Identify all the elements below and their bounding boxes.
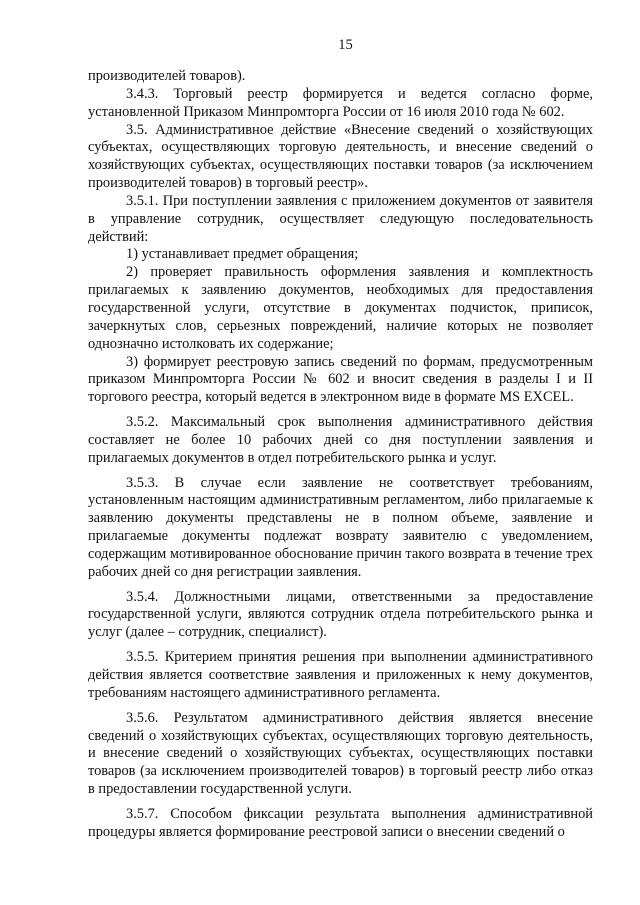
paragraph: 3.5.2. Максимальный срок выполнения административного действия составляет не более 10 рабочих дней со дня поступлении заявления и прилагаемых документов в отдел потребительского рынка и услуг. [88, 414, 593, 466]
paragraph: 3.5. Административное действие «Внесение сведений о хозяйствующих субъектах, осуществляющих торговую деятельность, и внесение сведений о хозяйствующих субъектах, осуществляющих поставки товаров (за исключением производителей товаров) в торговый реестр». [88, 121, 593, 192]
paragraph: 3) формирует реестровую запись сведений по формам, предусмотренным приказом Минпромторга России № 602 и вносит сведения в разделы I и II торгового реестра, который ведется в электронном виде в формате MS EXCEL. [88, 353, 593, 406]
paragraph: 3.5.1. При поступлении заявления с приложением документов от заявителя в управление сотрудник, осуществляет следующую последовательность действий: [88, 192, 593, 245]
paragraph: 3.5.3. В случае если заявление не соответствует требованиям, установленным настоящим административным регламентом, либо прилагаемые к заявлению документы представлены не в полном объеме, заявление и прилагаемые документы подлежат возврату заявителю с уведомлением, содержащим мотивированное обоснование причин такого возврата в течение трех рабочих дней со дня регистрации заявления. [88, 474, 593, 580]
paragraph: 3.4.3. Торговый реестр формируется и ведется согласно форме, установленной Приказом Минпромторга России от 16 июля 2010 года № 602. [88, 85, 593, 120]
page-number: 15 [338, 37, 353, 53]
paragraph: производителей товаров). [88, 68, 246, 84]
paragraph: 3.5.5. Критерием принятия решения при выполнении административного действия является соответствие заявления и приложенных к нему документов, требованиям настоящего административного регламента. [88, 649, 593, 701]
paragraph: 3.5.7. Способом фиксации результата выполнения административной процедуры является формирование реестровой записи о внесении сведений о [88, 805, 593, 840]
document-body [88, 68, 593, 842]
paragraph: 2) проверяет правильность оформления заявления и комплектность прилагаемых к заявлению документов, необходимых для предоставления государственной услуги, отсутствие в документах подчисток, приписок, зачеркнутых слов, серьезных повреждений, наличие которых не позволяет однозначно истолковать их содержание; [88, 264, 593, 352]
paragraph: 1) устанавливает предмет обращения; [126, 246, 359, 263]
paragraph: 3.5.6. Результатом административного действия является внесение сведений о хозяйствующих субъектах, осуществляющих торговую деятельность, и внесение сведений о хозяйствующих субъектах, осуществляющих поставки товаров (за исключением производителей товаров) в торговый реестр либо отказ в предоставлении государственной услуги. [88, 709, 593, 798]
paragraph: 3.5.4. Должностными лицами, ответственными за предоставление государственной услуги, являются сотрудник отдела потребительского рынка и услуг (далее – сотрудник, специалист). [88, 588, 593, 641]
